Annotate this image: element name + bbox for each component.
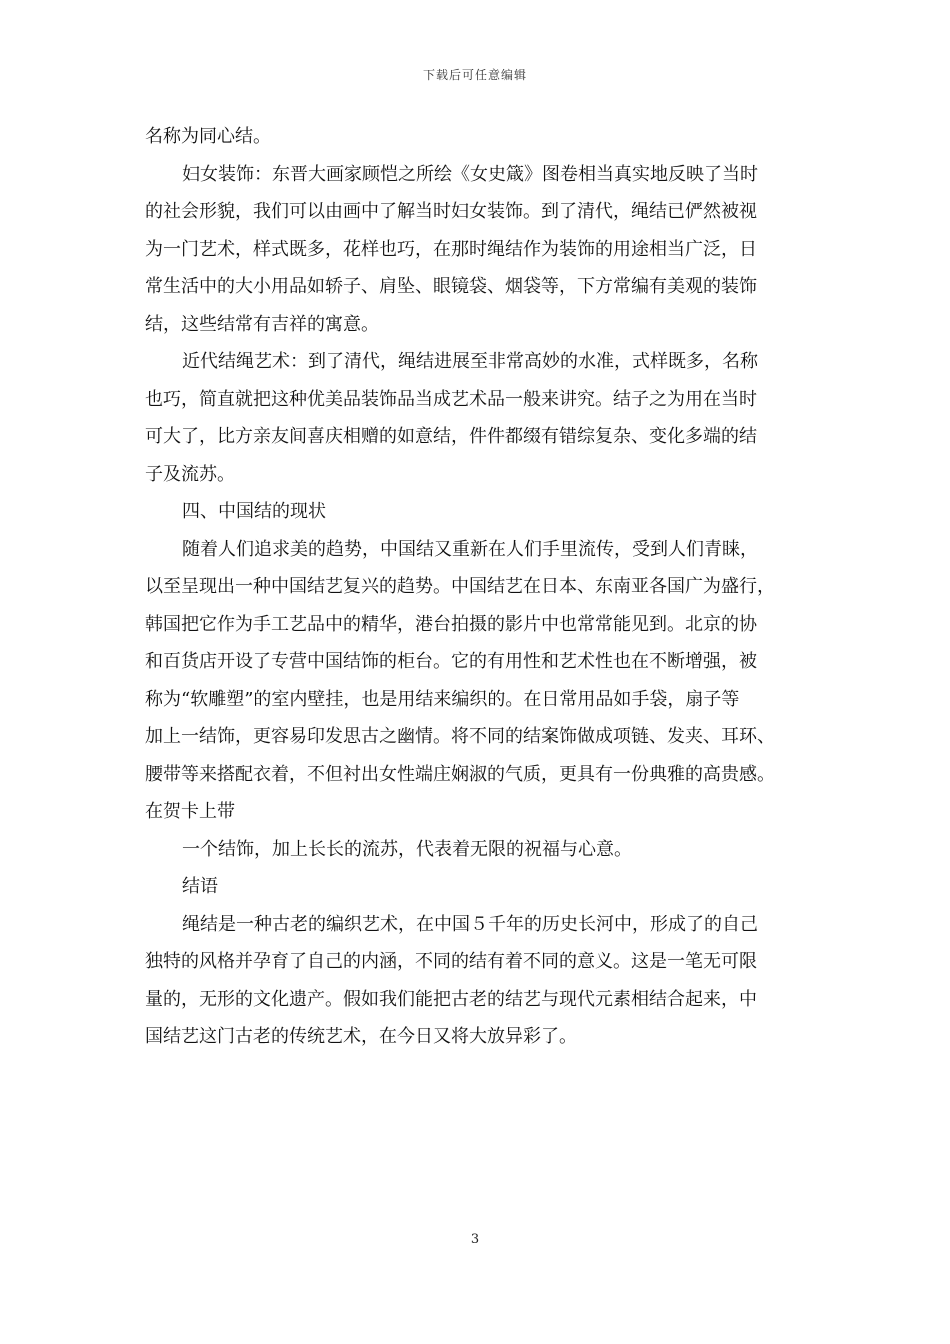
text-line: 绳结是一种古老的编织艺术，在中国５千年的历史长河中，形成了的自己 — [182, 913, 758, 935]
text-line: 量的，无形的文化遗产。假如我们能把古老的结艺与现代元素相结合起来，中 — [145, 988, 757, 1010]
page-number: 3 — [470, 1232, 480, 1247]
text-line: 也巧，简直就把这种优美品装饰品当成艺术品一般来讲究。结子之为用在当时 — [145, 388, 757, 410]
text-line: 称为“软雕塑”的室内壁挂，也是用结来编织的。在日常用品如手袋，扇子等 — [145, 688, 740, 710]
text-line: 国结艺这门古老的传统艺术，在今日又将大放异彩了。 — [145, 1026, 577, 1047]
page-header: 下载后可任意编辑 — [422, 68, 527, 82]
text-line: 独特的风格并孕育了自己的内涵，不同的结有着不同的意义。这是一笔无可限 — [145, 951, 757, 972]
text-line: 随着人们追求美的趋势，中国结又重新在人们手里流传，受到人们青睐， — [182, 538, 758, 560]
section-heading: 四、中国结的现状 — [182, 501, 326, 522]
text-line: 常生活中的大小用品如轿子、肩坠、眼镜袋、烟袋等，下方常编有美观的装饰 — [145, 276, 757, 297]
text-line: 以至呈现出一种中国结艺复兴的趋势。中国结艺在日本、东南亚各国广为盛行， — [145, 576, 775, 597]
text-line: 加上一结饰，更容易印发思古之幽情。将不同的结案饰做成项链、发夹、耳环、 — [145, 726, 775, 747]
text-line: 在贺卡上带 — [145, 801, 235, 822]
text-line: 腰带等来搭配衣着，不但衬出女性端庄娴淑的气质，更具有一份典雅的高贵感。 — [145, 763, 775, 785]
text-line: 结，这些结常有吉祥的寓意。 — [145, 313, 379, 335]
section-heading: 结语 — [182, 876, 218, 897]
text-line: 子及流苏。 — [145, 463, 235, 485]
document-body — [145, 118, 807, 1056]
text-line: 妇女装饰：东晋大画家顾恺之所绘《女史箴》图卷相当真实地反映了当时 — [182, 163, 758, 185]
text-line: 和百货店开设了专营中国结饰的柜台。它的有用性和艺术性也在不断增强，被 — [145, 651, 757, 672]
text-line: 的社会形貌，我们可以由画中了解当时妇女装饰。到了清代，绳结已俨然被视 — [145, 201, 757, 222]
text-line: 韩国把它作为手工艺品中的精华，港台拍摄的影片中也常常能见到。北京的协 — [145, 613, 757, 635]
text-line: 可大了，比方亲友间喜庆相赠的如意结，件件都缀有错综复杂、变化多端的结 — [145, 426, 757, 447]
text-line: 近代结绳艺术：到了清代，绳结进展至非常高妙的水准，式样既多，名称 — [182, 351, 758, 372]
text-line: 一个结饰，加上长长的流苏，代表着无限的祝福与心意。 — [182, 838, 632, 860]
text-line: 名称为同心结。 — [145, 126, 271, 147]
text-line: 为一门艺术，样式既多，花样也巧，在那时绳结作为装饰的用途相当广泛，日 — [145, 238, 757, 260]
